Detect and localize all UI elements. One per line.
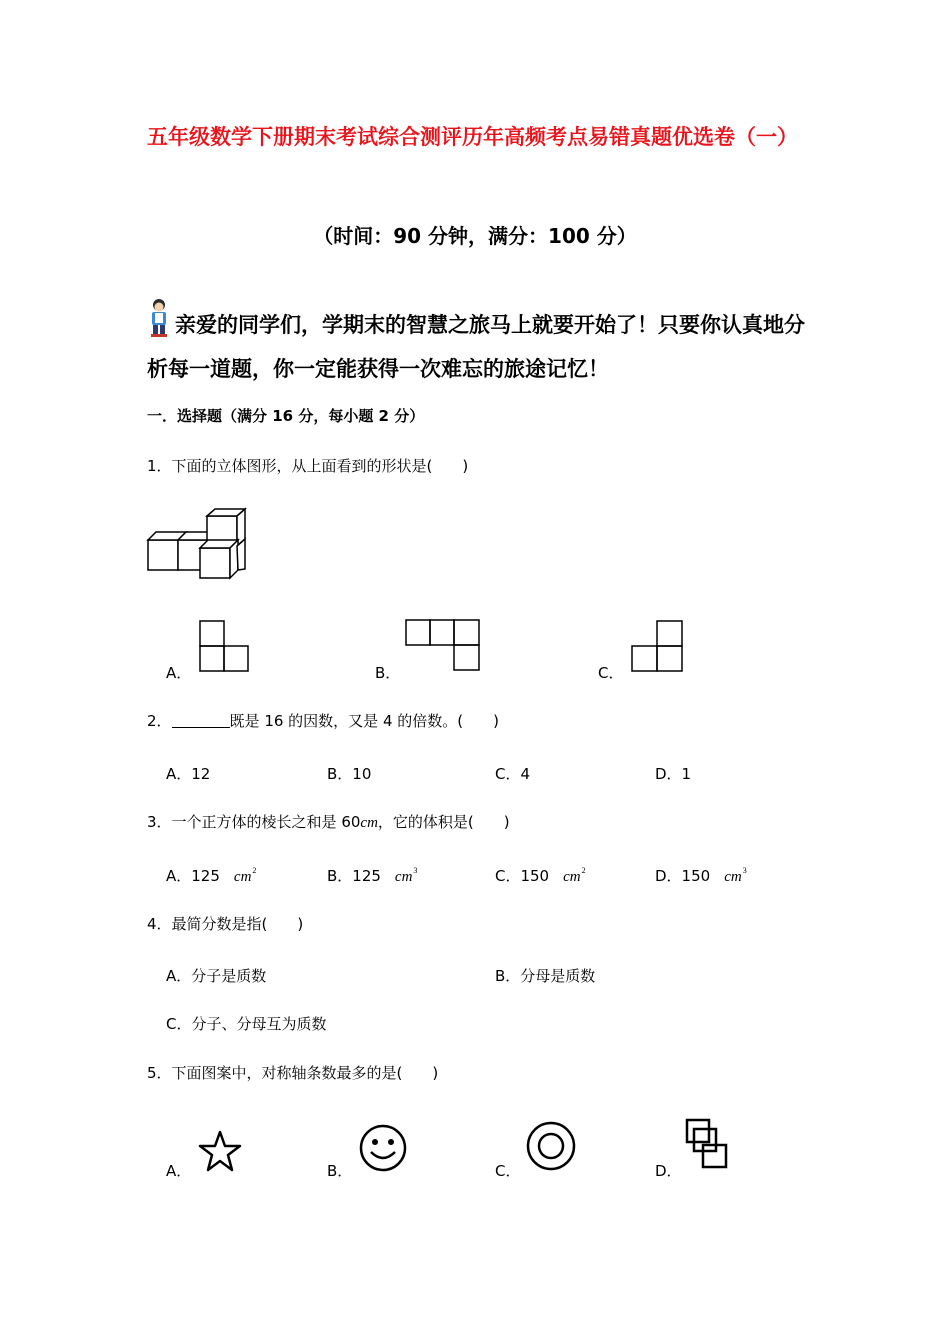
student-illustration-icon (147, 298, 171, 338)
question-2-number: 2． (147, 712, 172, 730)
document-title: 五年级数学下册期末考试综合测评历年高频考点易错真题优选卷（一） (147, 125, 798, 149)
question-3-option-d (655, 865, 747, 886)
section-heading: 一．选择题（满分 16 分，每小题 2 分） (147, 407, 425, 425)
option-exponent: 3 (413, 866, 418, 875)
greeting (147, 298, 817, 391)
question-5-option-b-label: B． (327, 1162, 353, 1180)
option-unit: cm (233, 869, 252, 885)
question-5-stem: 5．下面图案中，对称轴条数最多的是( ) (147, 1064, 439, 1082)
question-2-option-d: D．1 (655, 765, 692, 783)
smiley-face-icon (359, 1124, 407, 1172)
question-5-option-a-label: A． (166, 1162, 192, 1180)
question-4-option-c: C．分子、分母互为质数 (166, 1015, 327, 1033)
answer-blank[interactable] (172, 712, 230, 728)
option-label: C．150 (495, 867, 550, 885)
question-5-option-d-label: D． (655, 1162, 682, 1180)
question-4-stem: 4．最简分数是指( ) (147, 915, 304, 933)
question-1-option-a-figure (199, 620, 249, 672)
option-label: B．125 (327, 867, 381, 885)
option-exponent: 3 (742, 866, 747, 875)
question-1-option-a-label: A． (166, 664, 192, 682)
option-exponent: 2 (581, 866, 586, 875)
option-unit: cm (563, 869, 581, 885)
question-1-option-b-label: B． (375, 664, 401, 682)
question-1-option-b-figure (405, 619, 481, 671)
question-1-option-c-figure (631, 620, 683, 672)
concentric-circles-icon (526, 1121, 576, 1171)
question-3-text-pre: 3．一个正方体的棱长之和是 60 (147, 813, 361, 831)
option-exponent: 2 (252, 866, 257, 875)
star-icon (198, 1130, 242, 1172)
question-3-unit: cm (360, 815, 378, 831)
question-3-stem (147, 811, 510, 832)
question-3-option-c (495, 865, 586, 886)
question-2-option-b: B．10 (327, 765, 372, 783)
question-1-option-c-label: C． (598, 664, 624, 682)
option-label: A．125 (166, 867, 220, 885)
option-unit: cm (724, 869, 742, 885)
question-2-option-c: C．4 (495, 765, 531, 783)
time-info: （时间：90 分钟，满分：100 分） (313, 224, 637, 248)
option-label: D．150 (655, 867, 711, 885)
overlapping-squares-icon (685, 1118, 731, 1172)
question-2-option-a: A．12 (166, 765, 211, 783)
question-3-option-a (166, 865, 256, 886)
question-5-option-c-label: C． (495, 1162, 521, 1180)
question-4-option-a: A．分子是质数 (166, 967, 267, 985)
question-3-option-b (327, 865, 417, 886)
option-unit: cm (394, 869, 413, 885)
question-4-option-b: B．分母是质数 (495, 967, 596, 985)
greeting-text: 亲爱的同学们，学期末的智慧之旅马上就要开始了！只要你认真地分析每一道题，你一定能获得一次难忘的旅途记忆！ (147, 313, 805, 381)
question-1-stem: 1．下面的立体图形，从上面看到的形状是( ) (147, 457, 469, 475)
question-2-stem (147, 710, 499, 731)
question-1-solid-figure (147, 508, 257, 583)
question-2-text: 既是 16 的因数，又是 4 的倍数。( ) (229, 712, 499, 730)
question-3-text-post: ，它的体积是( ) (377, 813, 510, 831)
